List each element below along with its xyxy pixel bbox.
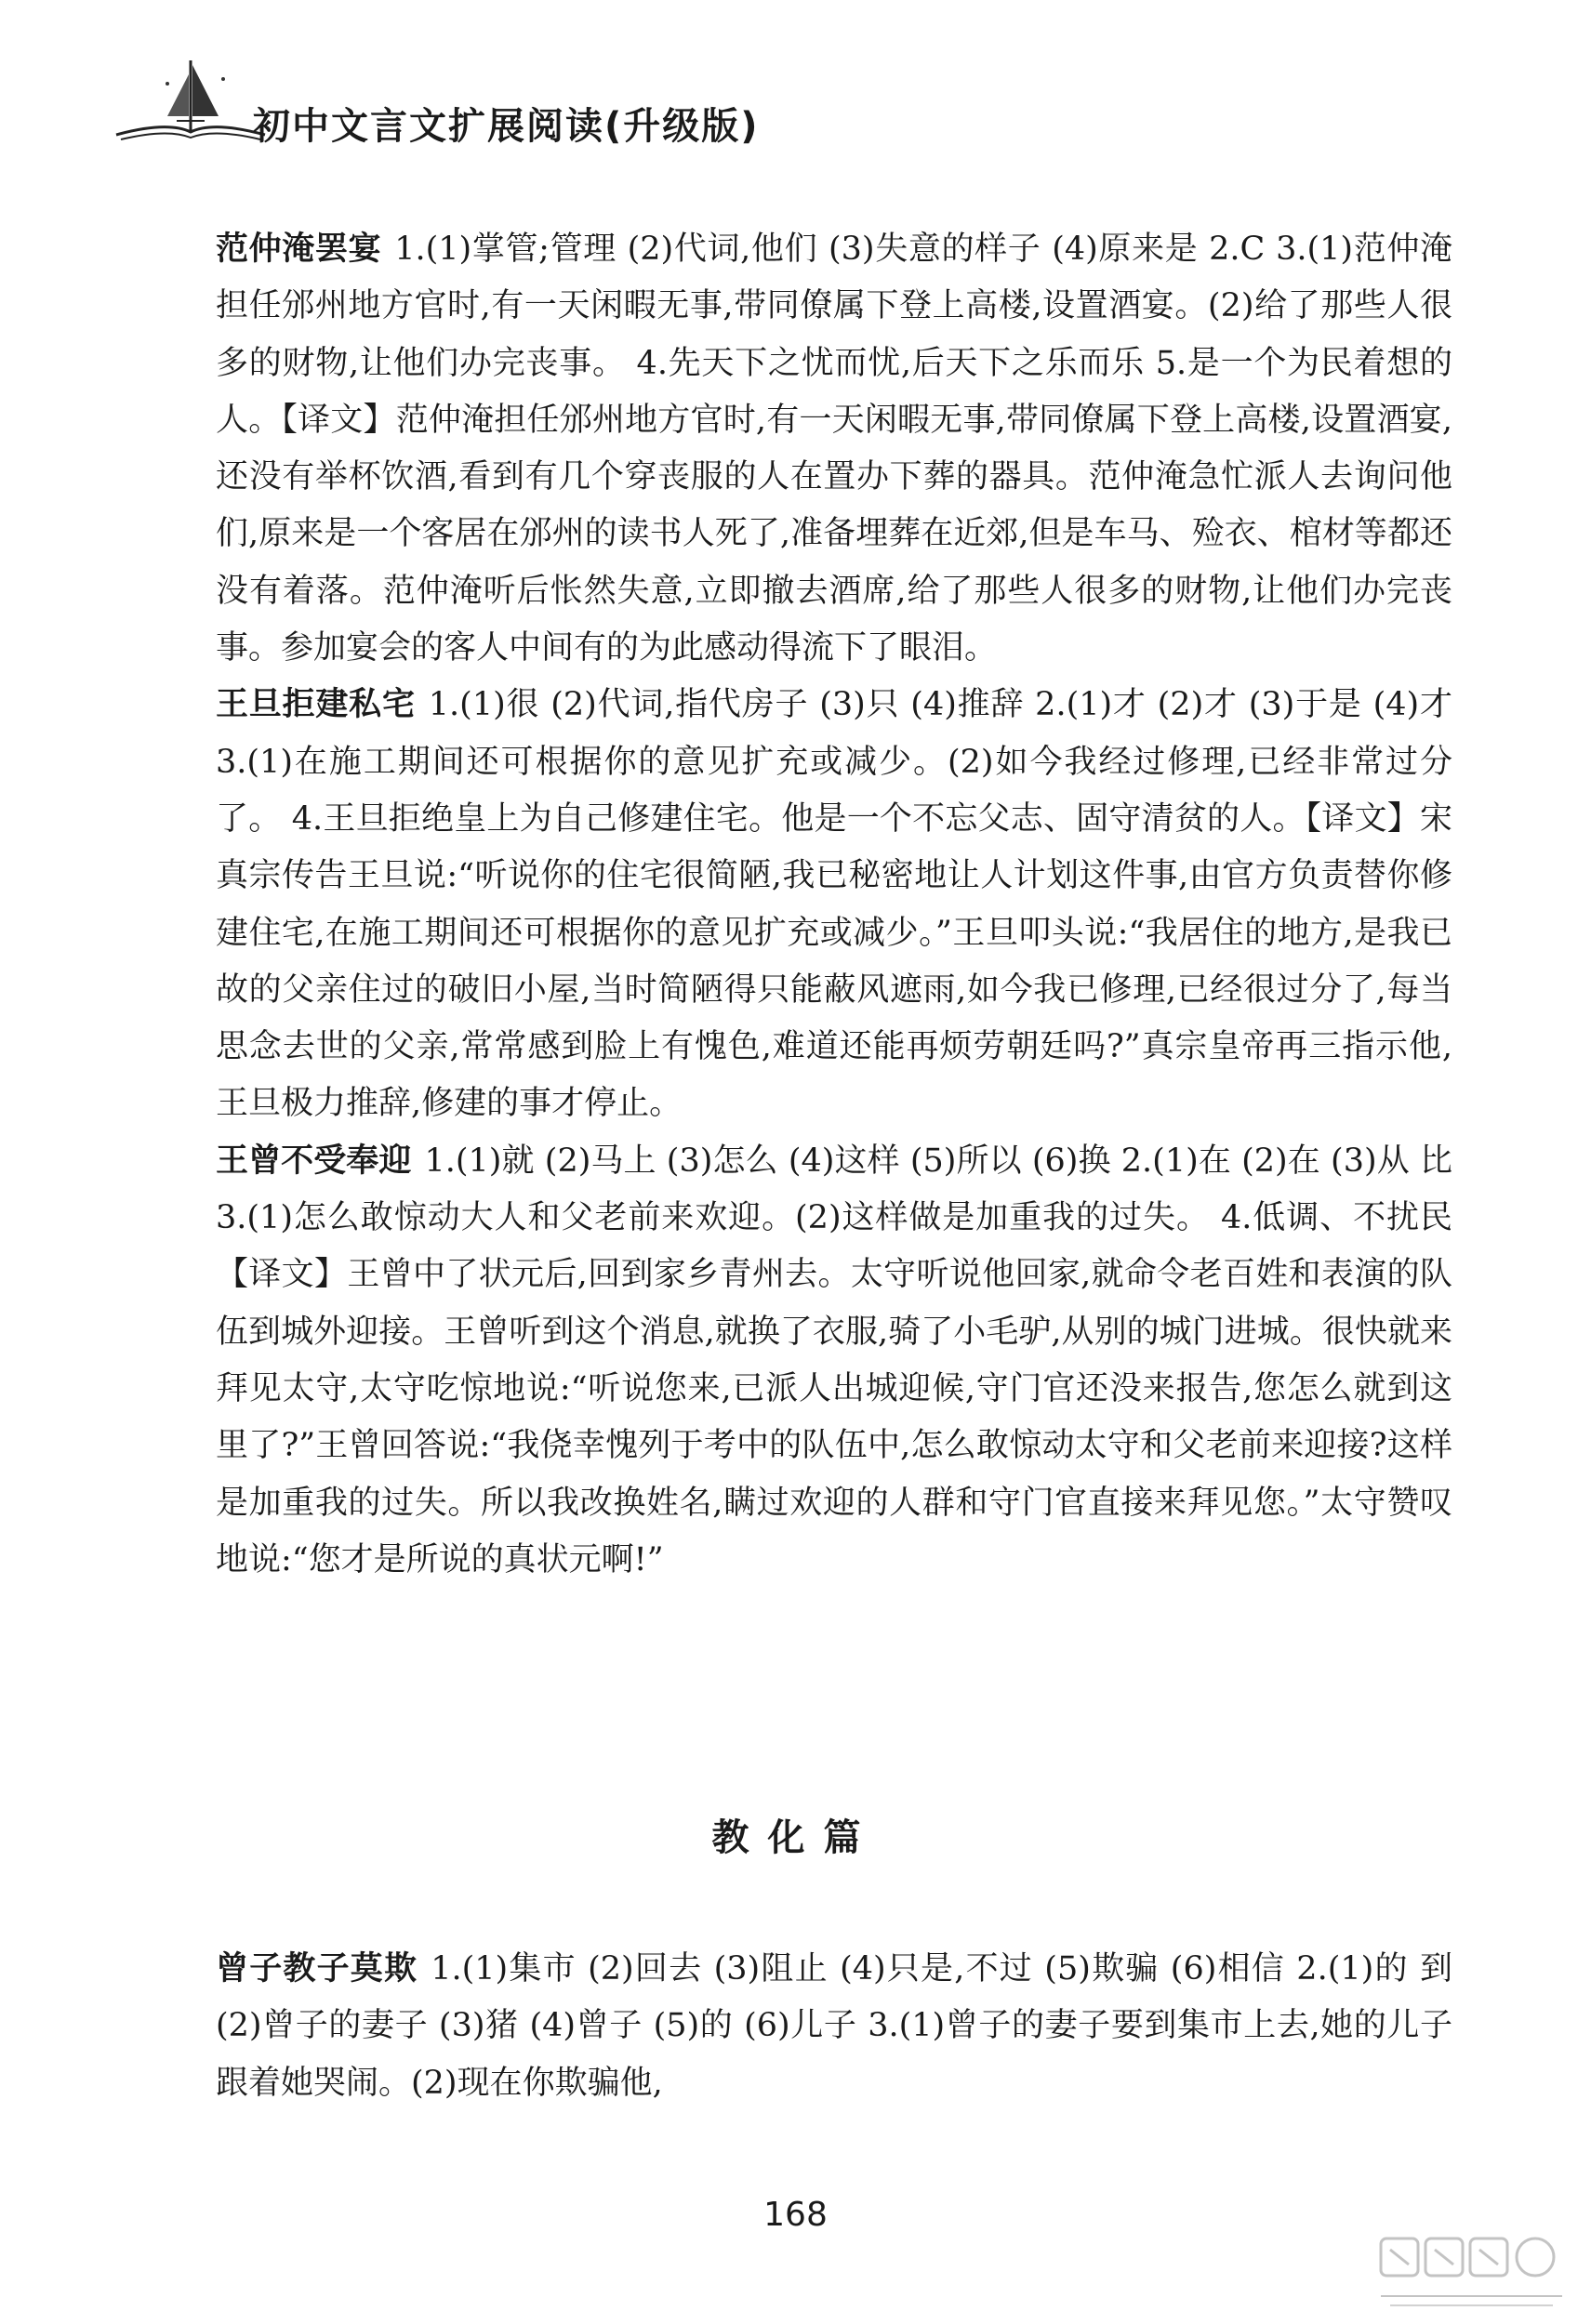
- sailboat-book-icon: [112, 46, 270, 144]
- entry-title: 王旦拒建私宅: [216, 686, 416, 724]
- entry-text: 1.(1)很 (2)代词,指代房子 (3)只 (4)推辞 2.(1)才 (2)才 (3)于是 (4)才 3.(1)在施工期间还可根据你的意见扩充或减少。(2)如今我经过修理,已经非常过分了。 4.王旦拒绝皇上为自己修建住宅。他是一个不忘父志、固守清贫的人。【译文】宋真宗传告王旦说:“听说你的住宅很简陋,我已秘密地让人计划这件事,由官方负责替你修建住宅,在施工期间还可根据你的意见扩充或减少。”王旦叩头说:“我居住的地方,是我已故的父亲住过的破旧小屋,当时简陋得只能蔽风遮雨,如今我已修理,已经很过分了,每当思念去世的父亲,常常感到脸上有愧色,难道还能再烦劳朝廷吗?”真宗皇帝再三指示他,王旦极力推辞,修建的事才停止。: [216, 686, 1452, 1123]
- entry-zengzi: [216, 1941, 1452, 2112]
- entry-wang-dan: [216, 677, 1452, 1132]
- entry-text: 1.(1)集市 (2)回去 (3)阻止 (4)只是,不过 (5)欺骗 (6)相信 2.(1)的 到 (2)曾子的妻子 (3)猪 (4)曾子 (5)的 (6)儿子 3.(1)曾子的妻子要到集市上去,她的儿子跟着她哭闹。(2)现在你欺骗他,: [216, 1950, 1452, 2102]
- entry-title: 王曾不受奉迎: [216, 1142, 412, 1180]
- answers-content-section2: [216, 1941, 1452, 2112]
- section-title: 教化篇: [711, 1816, 880, 1859]
- book-title: 初中文言文扩展阅读(升级版): [253, 105, 760, 148]
- entry-title: 范仲淹罢宴: [216, 231, 382, 268]
- page-number: 168: [763, 2196, 828, 2234]
- entry-fan-zhongyan: [216, 221, 1452, 677]
- answers-content: [216, 221, 1452, 1589]
- entry-text: 1.(1)掌管;管理 (2)代词,他们 (3)失意的样子 (4)原来是 2.C 3.(1)范仲淹担任邠州地方官时,有一天闲暇无事,带同僚属下登上高楼,设置酒宴。(2)给了那些人很多的财物,让他们办完丧事。 4.先天下之忧而忧,后天下之乐而乐 5.是一个为民着想的人。【译文】范仲淹担任邠州地方官时,有一天闲暇无事,带同僚属下登上高楼,设置酒宴,还没有举杯饮酒,看到有几个穿丧服的人在置办下葬的器具。范仲淹急忙派人去询问他们,原来是一个客居在邠州的读书人死了,准备埋葬在近郊,但是车马、殓衣、棺材等都还没有着落。范仲淹听后怅然失意,立即撤去酒席,给了那些人很多的财物,让他们办完丧事。参加宴会的客人中间有的为此感动得流下了眼泪。: [216, 231, 1452, 667]
- entry-wang-zeng: [216, 1133, 1452, 1589]
- answer-site-watermark-icon: [1372, 2231, 1571, 2315]
- entry-text: 1.(1)就 (2)马上 (3)怎么 (4)这样 (5)所以 (6)换 2.(1)在 (2)在 (3)从 比 3.(1)怎么敢惊动大人和父老前来欢迎。(2)这样做是加重我的过失。 4.低调、不扰民【译文】王曾中了状元后,回到家乡青州去。太守听说他回家,就命令老百姓和表演的队伍到城外迎接。王曾听到这个消息,就换了衣服,骑了小毛驴,从别的城门进城。很快就来拜见太守,太守吃惊地说:“听说您来,已派人出城迎候,守门官还没来报告,您怎么就到这里了?”王曾回答说:“我侥幸愧列于考中的队伍中,怎么敢惊动太守和父老前来迎接?这样是加重我的过失。所以我改换姓名,瞒过欢迎的人群和守门官直接来拜见您。”太守赞叹地说:“您才是所说的真状元啊!”: [216, 1142, 1452, 1578]
- page-header: [112, 46, 1506, 149]
- entry-title: 曾子教子莫欺: [216, 1950, 418, 1987]
